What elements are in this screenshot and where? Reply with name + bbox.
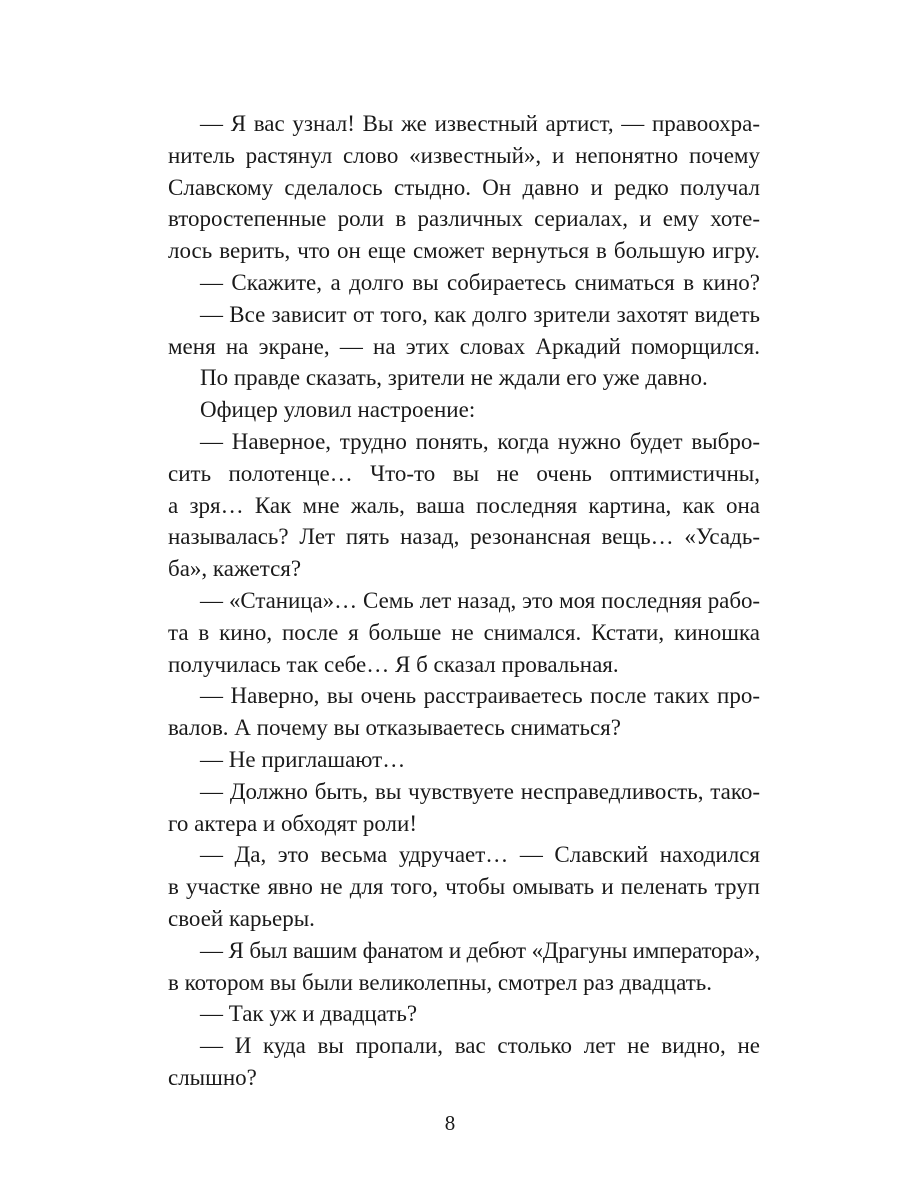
paragraph	[168, 839, 760, 934]
text-line: ба», кажется?	[168, 556, 302, 582]
text-line: — Все зависит от того, как долго зрители захотят видеть	[200, 301, 760, 327]
text-line: слышно?	[168, 1064, 257, 1090]
paragraph	[168, 935, 760, 999]
paragraph	[168, 108, 760, 267]
text-line: лось верить, что он еще сможет вернуться в большую игру.	[168, 238, 760, 264]
text-line: та в кино, после я больше не снимался. Кстати, киношка	[168, 619, 760, 645]
text-line: а зря… Как мне жаль, ваша последняя картина, как она	[168, 492, 760, 518]
text-line: — Наверно, вы очень расстраиваетесь после таких про-	[200, 683, 760, 709]
text-line: Офицер уловил настроение:	[200, 397, 476, 423]
text-line: — Да, это весьма удручает… — Славский находился	[200, 842, 760, 868]
paragraph	[168, 426, 760, 585]
paragraph	[168, 1030, 760, 1094]
text-line: — Я был вашим фанатом и дебют «Драгуны императора»,	[200, 937, 760, 963]
text-line: в участке явно не для того, чтобы омывать и пеленать труп	[168, 874, 760, 900]
text-line: в котором вы были великолепны, смотрел раз двадцать.	[168, 969, 713, 995]
text-line: Славскому сделалось стыдно. Он давно и редко получал	[168, 174, 760, 200]
paragraph	[168, 585, 760, 680]
text-line: — «Станица»… Семь лет назад, это моя последняя рабо-	[200, 587, 760, 613]
text-line: нитель растянул слово «известный», и непонятно почему	[168, 142, 760, 168]
text-line: своей карьеры.	[168, 905, 315, 931]
text-line: — Не приглашают…	[200, 746, 406, 772]
page-body-text	[168, 108, 760, 1094]
paragraph	[168, 362, 760, 394]
paragraph	[168, 394, 760, 426]
text-line: валов. А почему вы отказываетесь сниматься?	[168, 715, 621, 741]
page-number: 8	[444, 1111, 456, 1135]
text-line: — Я вас узнал! Вы же известный артист, — правоохра-	[200, 111, 760, 136]
paragraph	[168, 998, 760, 1030]
text-line: сить полотенце… Что-то вы не очень оптимистичны,	[168, 460, 760, 486]
text-line: — Должно быть, вы чувствуете несправедливость, тако-	[200, 778, 760, 804]
text-line: По правде сказать, зрители не ждали его уже давно.	[200, 365, 708, 391]
paragraph	[168, 680, 760, 744]
text-line: го актера и обходят роли!	[168, 810, 417, 836]
text-line: называлась? Лет пять назад, резонансная вещь… «Усадь-	[168, 524, 760, 550]
paragraph	[168, 776, 760, 840]
text-line: — Скажите, а долго вы собираетесь сниматься в кино?	[200, 269, 760, 295]
text-line: получилась так себе… Я б сказал провальная.	[168, 651, 619, 677]
text-line: — Наверное, трудно понять, когда нужно будет выбро-	[200, 428, 760, 454]
text-line: — Так уж и двадцать?	[200, 1001, 418, 1027]
paragraph	[168, 744, 760, 776]
text-line: второстепенные роли в различных сериалах, и ему хоте-	[168, 206, 760, 232]
paragraph	[168, 267, 760, 299]
paragraph	[168, 299, 760, 363]
text-line: меня на экране, — на этих словах Аркадий поморщился.	[168, 333, 760, 359]
text-line: — И куда вы пропали, вас столько лет не видно, не	[200, 1033, 760, 1059]
